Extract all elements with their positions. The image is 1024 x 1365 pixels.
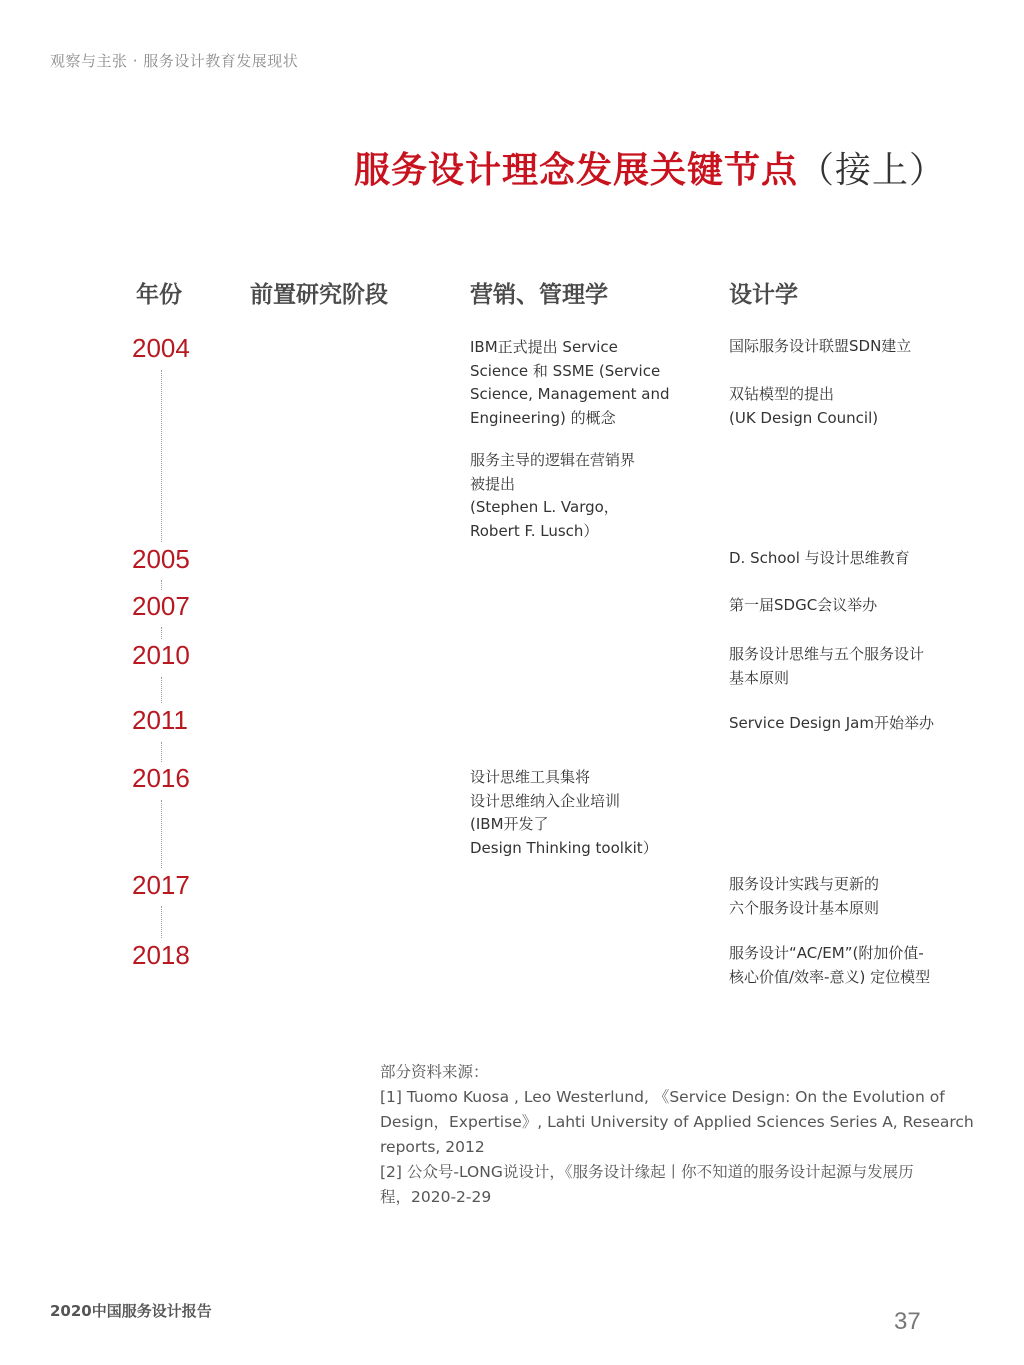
entry-line: Science, Management and [470, 385, 670, 403]
entry-line: D. School 与设计思维教育 [729, 549, 910, 567]
entry-line: Design Thinking toolkit） [470, 838, 658, 857]
design-entry [729, 547, 910, 571]
timeline-connector [161, 906, 162, 938]
column-header-design: 设计学 [729, 282, 798, 308]
source-line: Design，Expertise》, Lahti University of Applied Sciences Series A, Research [380, 1113, 974, 1131]
marketing-entry [470, 336, 669, 430]
entry-line: (IBM开发了 [470, 815, 549, 833]
column-header-marketing: 营销、管理学 [470, 282, 608, 308]
design-entry [729, 594, 877, 618]
entry-line: 设计思维纳入企业培训 [470, 791, 621, 810]
sources-block [380, 1060, 974, 1210]
entry-line: IBM正式提出 Service [470, 338, 618, 356]
entry-line: 设计思维工具集将 [470, 768, 591, 786]
timeline-year: 2007 [132, 591, 190, 621]
breadcrumb: 观察与主张 · 服务设计教育发展现状 [50, 52, 299, 70]
column-header-pre-research: 前置研究阶段 [250, 282, 388, 308]
design-entry [729, 712, 934, 736]
entry-line: (Stephen L. Vargo， [470, 498, 619, 516]
timeline-year: 2017 [132, 870, 190, 900]
design-entry [729, 383, 878, 430]
source-line: [2] 公众号-LONG说设计，《服务设计缘起丨你不知道的服务设计起源与发展历 [380, 1163, 914, 1181]
source-line: [1] Tuomo Kuosa , Leo Westerlund, 《Service Design: On the Evolution of [380, 1088, 945, 1106]
entry-line: (UK Design Council) [729, 408, 879, 427]
design-entry [729, 643, 924, 690]
timeline-connector [161, 800, 162, 868]
timeline-year: 2018 [132, 940, 190, 970]
timeline-year: 2010 [132, 640, 190, 670]
entry-line: 双钻模型的提出 [729, 385, 835, 403]
page-title-suffix: （接上） [797, 150, 946, 191]
source-line: reports, 2012 [380, 1138, 485, 1156]
entry-line: 第一届SDGC会议举办 [729, 596, 878, 614]
design-entry [729, 942, 930, 989]
timeline-connector [161, 580, 162, 590]
page-title [354, 142, 946, 193]
design-entry [729, 335, 911, 359]
entry-line: 服务设计实践与更新的 [729, 875, 880, 893]
timeline-connector [161, 627, 162, 639]
design-entry [729, 873, 879, 920]
column-header-year: 年份 [136, 282, 182, 308]
entry-line: 服务设计“AC/EM”(附加价值- [729, 944, 924, 962]
entry-line: 服务设计思维与五个服务设计 [729, 645, 925, 663]
page-title-main: 服务设计理念发展关键节点 [353, 150, 798, 191]
entry-line: Service Design Jam开始举办 [729, 714, 934, 732]
timeline-year: 2016 [132, 763, 190, 793]
page-number: 37 [894, 1308, 921, 1335]
entry-line: 核心价值/效率-意义) 定位模型 [729, 967, 931, 986]
timeline-connector [161, 370, 162, 542]
entry-line: Robert F. Lusch） [470, 521, 599, 540]
sources-heading: 部分资料来源： [380, 1063, 489, 1081]
marketing-entry [470, 449, 635, 543]
entry-line: Engineering) 的概念 [470, 408, 616, 427]
entry-line: 被提出 [470, 474, 516, 493]
timeline-year: 2011 [132, 705, 188, 735]
footer-report-title: 2020中国服务设计报告 [50, 1302, 212, 1320]
timeline-year: 2005 [132, 544, 190, 574]
timeline-year: 2004 [132, 333, 190, 363]
entry-line: 六个服务设计基本原则 [729, 898, 880, 917]
entry-line: 基本原则 [729, 668, 790, 687]
timeline-connector [161, 742, 162, 762]
timeline-connector [161, 677, 162, 703]
source-line: 程，2020-2-29 [380, 1188, 492, 1206]
entry-line: 国际服务设计联盟SDN建立 [729, 337, 912, 355]
marketing-entry [470, 766, 658, 860]
entry-line: Science 和 SSME (Service [470, 361, 661, 380]
entry-line: 服务主导的逻辑在营销界 [470, 451, 636, 469]
